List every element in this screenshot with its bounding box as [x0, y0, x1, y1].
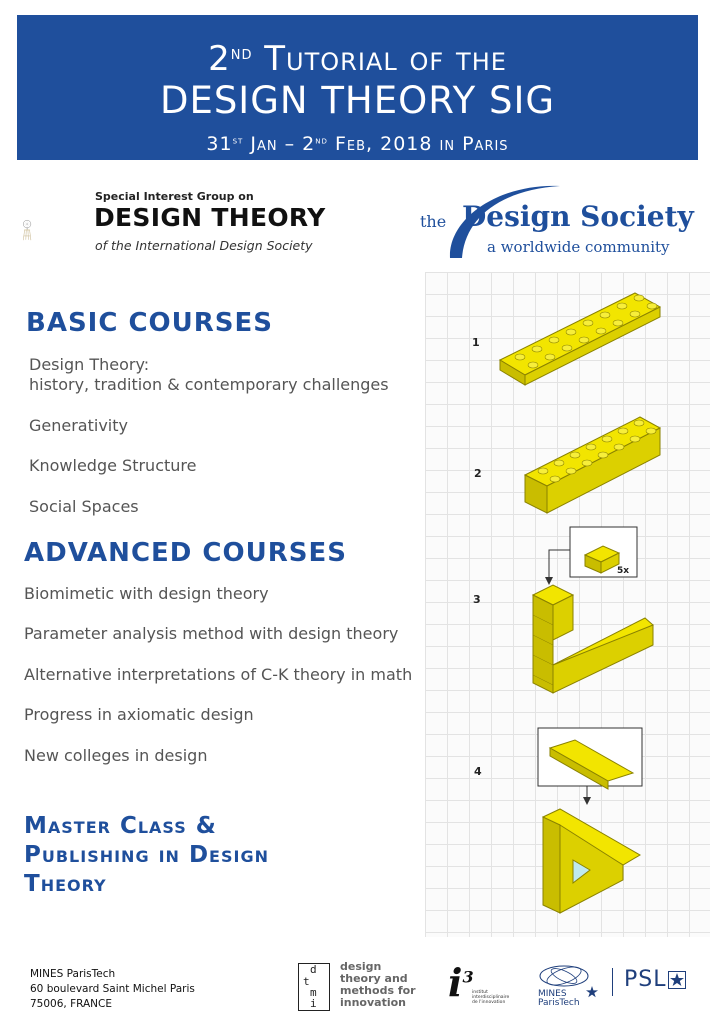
psl-logo-text: PSL — [624, 967, 667, 992]
star-icon — [586, 986, 598, 998]
lego-multiplier: 5x — [617, 566, 630, 576]
basic-course-1-line2: history, tradition & contemporary challenges — [29, 375, 389, 394]
address-line-3: 75006, FRANCE — [30, 998, 112, 1010]
advanced-course-5: New colleges in design — [24, 746, 208, 765]
i3-logo-subtext: institut interdisciplinaire de l'innovation — [472, 990, 510, 1005]
lego-bricks-illustration — [425, 285, 710, 935]
advanced-course-3: Alternative interpretations of C-K theory in math — [24, 665, 413, 684]
advanced-course-2: Parameter analysis method with design theory — [24, 624, 399, 643]
dtmi-letter-t: t — [303, 975, 310, 988]
banner-title-line2: DESIGN THEORY SIG — [159, 79, 556, 122]
lego-step-4-number: 4 — [474, 765, 482, 778]
lego-step-1-number: 1 — [472, 336, 480, 349]
basic-courses-heading: BASIC COURSES — [26, 308, 273, 338]
sig-logo-small-text: Special Interest Group on — [95, 190, 254, 203]
lego-step-3-number: 3 — [473, 593, 481, 606]
dtmi-letter-i: i — [310, 997, 317, 1010]
master-class-line1: Master Class & — [24, 813, 217, 839]
lego-step-3-l-shape — [533, 585, 653, 693]
lego-step-4-inset-box — [538, 728, 642, 805]
dtmi-letter-d: d — [310, 963, 317, 976]
master-class-heading — [24, 812, 269, 899]
master-class-line2: Publishing in Design — [24, 842, 269, 868]
basic-course-3: Knowledge Structure — [29, 456, 197, 475]
design-society-the: the — [420, 212, 447, 231]
lego-step-2-brick — [525, 417, 660, 513]
lego-step-3-inset-box — [545, 527, 637, 585]
lego-step-1-plate — [500, 293, 660, 385]
mines-paristech-emblem-icon — [534, 958, 594, 990]
address-line-1: MINES ParisTech — [30, 968, 116, 980]
basic-course-2: Generativity — [29, 416, 128, 435]
dtmi-letter-m: m — [310, 986, 317, 999]
logo-divider — [612, 968, 613, 996]
bicycle-wheel-stool-icon — [22, 180, 92, 280]
design-society-name: Design Society — [462, 200, 694, 233]
footer-address — [30, 967, 195, 1012]
dtmi-logo — [298, 963, 330, 1011]
basic-course-4: Social Spaces — [29, 497, 139, 516]
i3-logo: $i^3$ — [448, 960, 474, 1005]
sig-logo-title: DESIGN THEORY — [94, 203, 326, 232]
advanced-course-1: Biomimetic with design theory — [24, 584, 269, 603]
basic-course-1-line1: Design Theory: — [29, 355, 150, 374]
mines-paristech-logo-text: MINES ParisTech — [538, 989, 580, 1008]
lego-step-4-triangle — [543, 809, 640, 913]
address-line-2: 60 boulevard Saint Michel Paris — [30, 983, 195, 995]
sig-logo-subtitle: of the International Design Society — [95, 238, 313, 253]
lego-step-2-number: 2 — [474, 467, 482, 480]
advanced-courses-heading: ADVANCED COURSES — [24, 538, 347, 568]
banner-date: 31st Jan – 2nd Feb, 2018 in Paris — [206, 133, 509, 155]
master-class-line3: Theory — [24, 871, 107, 897]
banner-title-line1: 2nd Tutorial of the — [208, 39, 507, 79]
design-society-tagline: a worldwide community — [487, 238, 670, 256]
title-banner — [17, 15, 698, 160]
dtmi-logo-text: design theory and methods for innovation — [340, 960, 416, 1009]
advanced-course-4: Progress in axiomatic design — [24, 705, 254, 724]
psl-star-icon — [668, 971, 686, 989]
